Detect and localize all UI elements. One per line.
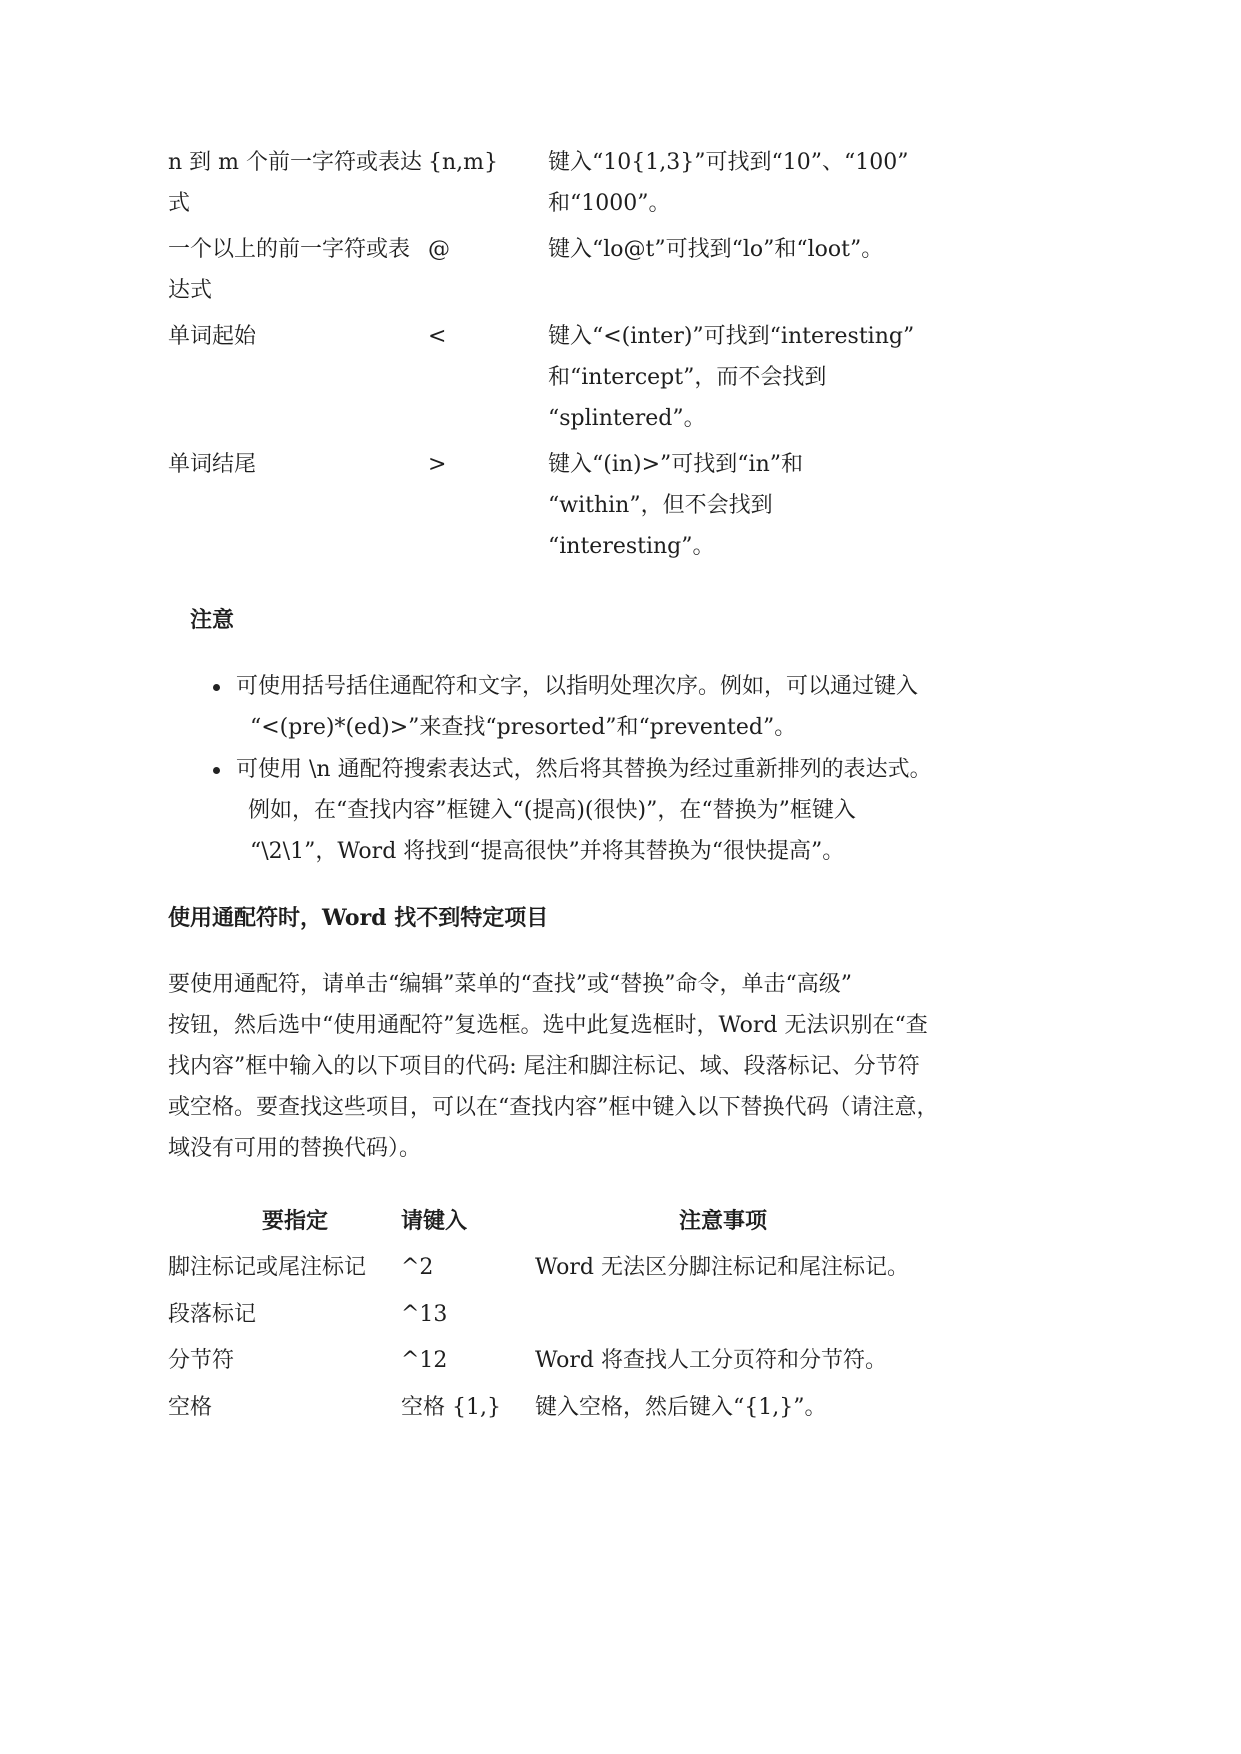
table-cell: 键入空格，然后键入“{1,}”。: [535, 1395, 827, 1420]
note-heading: 注意: [190, 607, 235, 633]
bullet-icon: [213, 684, 220, 691]
table-cell: ^13: [401, 1302, 448, 1327]
row-description: 单词起始: [168, 324, 257, 349]
column-header: 要指定: [262, 1208, 329, 1234]
bullet-icon: [213, 767, 220, 774]
table-cell: 分节符: [168, 1348, 235, 1373]
section-heading: 使用通配符时，Word 找不到特定项目: [168, 905, 549, 931]
paragraph-line: 按钮，然后选中“使用通配符”复选框。选中此复选框时，Word 无法识别在“查: [168, 1013, 928, 1038]
bullet-line: 可使用 \n 通配符搜索表达式，然后将其替换为经过重新排列的表达式。: [236, 757, 932, 782]
row-example: 键入“10{1,3}”可找到“10”、“100”: [548, 150, 909, 175]
row-example: 和“1000”。: [548, 191, 671, 216]
bullet-line: “\2\1”，Word 将找到“提高很快”并将其替换为“很快提高”。: [250, 839, 845, 864]
row-code: {n,m}: [428, 150, 499, 175]
row-description: 达式: [168, 278, 213, 303]
paragraph-line: 找内容”框中输入的以下项目的代码: 尾注和脚注标记、域、段落标记、分节符: [168, 1054, 920, 1079]
table-cell: ^12: [401, 1348, 448, 1373]
row-description: 单词结尾: [168, 452, 257, 477]
table-cell: Word 将查找人工分页符和分节符。: [535, 1348, 887, 1373]
row-description: n 到 m 个前一字符或表达: [168, 150, 423, 175]
column-header: 请键入: [401, 1208, 468, 1234]
table-cell: 段落标记: [168, 1302, 257, 1327]
row-code: >: [428, 452, 447, 477]
table-cell: ^2: [401, 1255, 434, 1280]
table-cell: 空格: [168, 1395, 213, 1420]
table-cell: 脚注标记或尾注标记: [168, 1255, 367, 1280]
row-code: @: [428, 237, 450, 262]
paragraph-line: 要使用通配符，请单击“编辑”菜单的“查找”或“替换”命令，单击“高级”: [168, 972, 852, 997]
row-example: “interesting”。: [548, 534, 715, 559]
row-description: 一个以上的前一字符或表: [168, 237, 411, 262]
row-description: 式: [168, 191, 191, 216]
row-code: <: [428, 324, 447, 349]
table-cell: Word 无法区分脚注标记和尾注标记。: [535, 1255, 909, 1280]
bullet-line: 例如，在“查找内容”框键入“(提高)(很快)”，在“替换为”框键入: [248, 798, 856, 823]
table-cell: 空格 {1,}: [401, 1395, 501, 1420]
row-example: 键入“(in)>”可找到“in”和: [548, 452, 803, 477]
row-example: “within”，但不会找到: [548, 493, 773, 518]
column-header: 注意事项: [679, 1208, 768, 1234]
row-example: “splintered”。: [548, 406, 706, 431]
bullet-line: 可使用括号括住通配符和文字，以指明处理次序。例如，可以通过键入: [236, 674, 919, 699]
paragraph-line: 域没有可用的替换代码）。: [168, 1136, 422, 1161]
bullet-line: “<(pre)*(ed)>”来查找“presorted”和“prevented”。: [250, 715, 797, 740]
row-example: 和“intercept”，而不会找到: [548, 365, 827, 390]
paragraph-line: 或空格。要查找这些项目，可以在“查找内容”框中键入以下替换代码（请注意，: [168, 1095, 939, 1120]
row-example: 键入“lo@t”可找到“lo”和“loot”。: [548, 237, 884, 262]
row-example: 键入“<(inter)”可找到“interesting”: [548, 324, 915, 349]
